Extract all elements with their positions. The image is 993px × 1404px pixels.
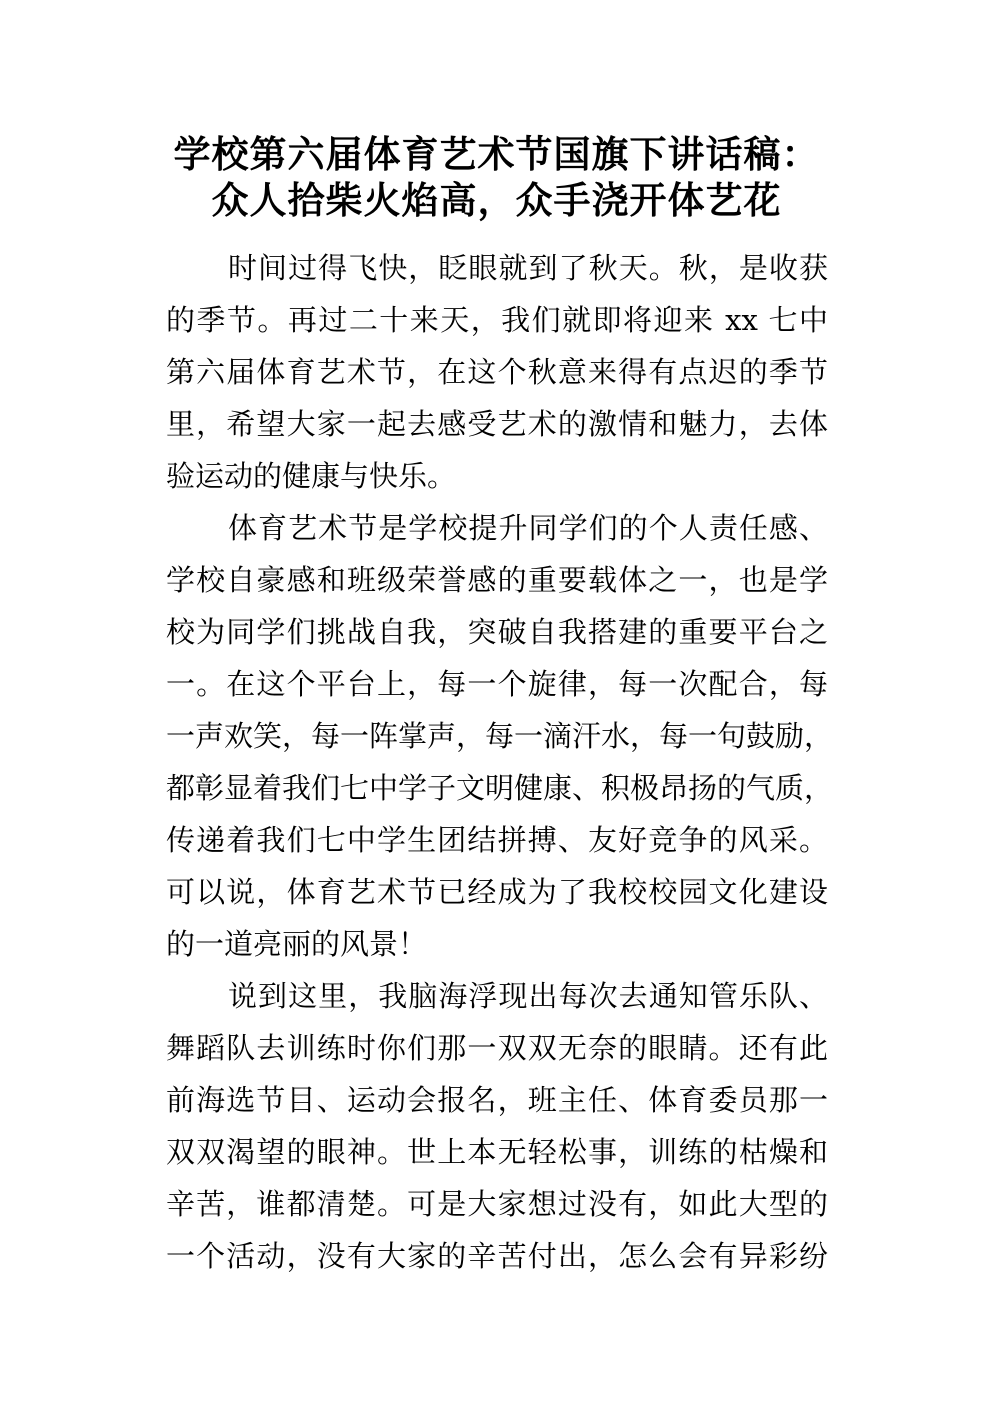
document-title-line-2: 众人拾柴火焰高，众手浇开体艺花	[211, 179, 782, 222]
text-line: 校为同学们挑战自我，突破自我搭建的重要平台之	[166, 615, 828, 649]
text-line: 传递着我们七中学生团结拼搏、友好竞争的风采。	[166, 823, 828, 857]
text-line: 说到这里，我脑海浮现出每次去通知管乐队、	[228, 979, 828, 1013]
text-line: 一。在这个平台上，每一个旋律，每一次配合，每	[166, 667, 828, 701]
text-line: 的一道亮丽的风景！	[166, 927, 428, 961]
text-line: 双双渴望的眼神。世上本无轻松事，训练的枯燥和	[166, 1135, 828, 1169]
document-title-line-1: 学校第六届体育艺术节国旗下讲话稿：	[173, 133, 820, 176]
text-line: 舞蹈队去训练时你们那一双双无奈的眼睛。还有此	[166, 1031, 828, 1065]
paragraph-3	[166, 970, 828, 1282]
text-line: 学校自豪感和班级荣誉感的重要载体之一，也是学	[166, 563, 828, 597]
text-line: 的季节。再过二十来天，我们就即将迎来 xx 七中	[166, 303, 828, 337]
document-body	[166, 242, 834, 1282]
text-line: 一个活动，没有大家的辛苦付出，怎么会有异彩纷	[166, 1239, 828, 1273]
text-line: 里，希望大家一起去感受艺术的激情和魅力，去体	[166, 407, 828, 441]
text-line: 前海选节目、运动会报名，班主任、体育委员那一	[166, 1083, 828, 1117]
text-line: 辛苦，谁都清楚。可是大家想过没有，如此大型的	[166, 1187, 828, 1221]
text-line: 可以说，体育艺术节已经成为了我校校园文化建设	[166, 875, 828, 909]
text-line: 一声欢笑，每一阵掌声，每一滴汗水，每一句鼓励，	[166, 719, 834, 753]
text-line: 第六届体育艺术节，在这个秋意来得有点迟的季节	[166, 355, 828, 389]
text-line: 都彰显着我们七中学子文明健康、积极昂扬的气质，	[166, 771, 834, 805]
text-line: 体育艺术节是学校提升同学们的个人责任感、	[228, 511, 828, 545]
text-line: 时间过得飞快，眨眼就到了秋天。秋，是收获	[228, 251, 828, 285]
paragraph-1	[166, 242, 828, 502]
paragraph-2	[166, 502, 834, 970]
text-line: 验运动的健康与快乐。	[166, 459, 457, 493]
